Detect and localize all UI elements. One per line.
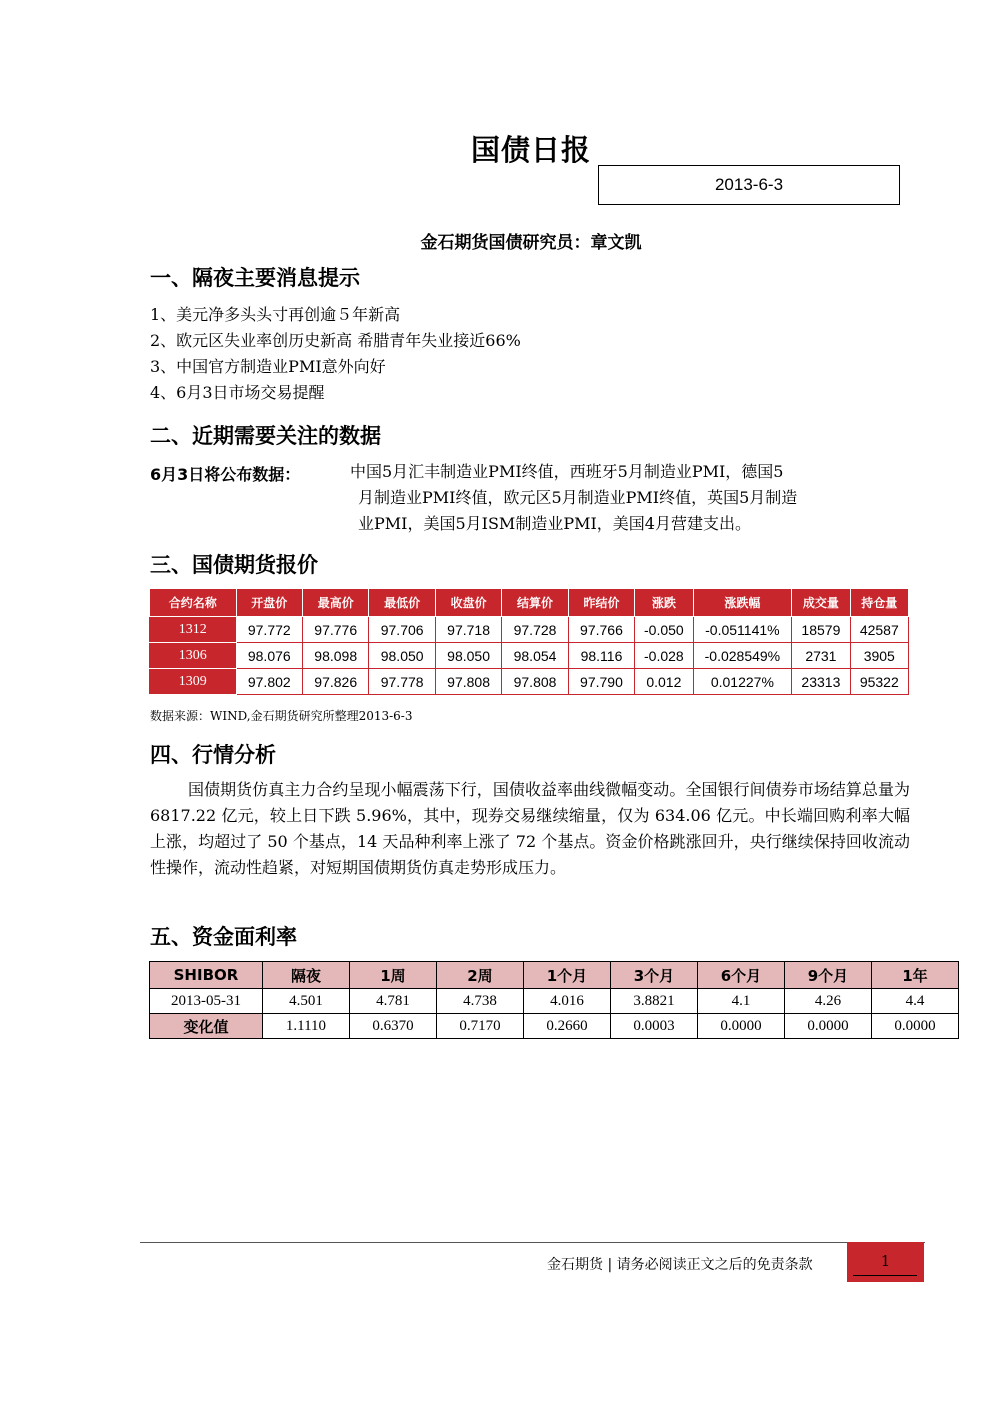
table-cell: 4.501 — [262, 989, 349, 1014]
table-cell: 98.054 — [502, 643, 568, 669]
section-heading-futures: 三、国债期货报价 — [150, 553, 318, 577]
report-author: 金石期货国债研究员：章文凯 — [420, 233, 642, 253]
table-cell: 42587 — [850, 617, 908, 643]
table-cell: 97.718 — [435, 617, 501, 643]
data-release-line: 月制造业PMI终值，欧元区5月制造业PMI终值，英国5月制造 — [358, 488, 798, 507]
page-number: 1 — [880, 1252, 891, 1270]
data-release-line: 中国5月汇丰制造业PMI终值，西班牙5月制造业PMI，德国5 — [350, 462, 784, 481]
column-header: 6个月 — [697, 962, 784, 989]
section-heading-data: 二、近期需要关注的数据 — [150, 424, 381, 448]
column-header: SHIBOR — [150, 962, 263, 989]
data-release-label: 6月3日将公布数据： — [150, 465, 301, 484]
column-header: 最低价 — [369, 589, 435, 617]
column-header: 9个月 — [784, 962, 871, 989]
table-cell: 0.0000 — [697, 1014, 784, 1039]
table-cell: 98.076 — [236, 643, 302, 669]
footer-divider — [140, 1242, 925, 1243]
column-header: 最高价 — [303, 589, 369, 617]
table-cell: 4.26 — [784, 989, 871, 1014]
table-header-row — [150, 962, 959, 989]
date-cell: 2013-05-31 — [150, 989, 263, 1014]
table-cell: 97.790 — [568, 669, 634, 695]
table-cell: 97.776 — [303, 617, 369, 643]
data-source-note: 数据来源：WIND,金石期货研究所整理2013-6-3 — [150, 709, 413, 723]
table-cell: 97.826 — [303, 669, 369, 695]
report-title: 国债日报 — [470, 133, 591, 167]
section-heading-analysis: 四、行情分析 — [150, 743, 276, 767]
table-row — [150, 989, 959, 1014]
table-cell: 0.012 — [635, 669, 693, 695]
table-cell: 98.050 — [435, 643, 501, 669]
column-header: 收盘价 — [435, 589, 501, 617]
table-cell: 4.4 — [871, 989, 958, 1014]
data-release-text — [150, 459, 910, 537]
table-cell: 97.808 — [502, 669, 568, 695]
table-cell: 18579 — [792, 617, 850, 643]
column-header: 1个月 — [523, 962, 610, 989]
table-cell: 0.6370 — [349, 1014, 436, 1039]
table-cell: -0.050 — [635, 617, 693, 643]
table-cell: 98.050 — [369, 643, 435, 669]
table-row — [150, 643, 909, 669]
table-cell: 97.766 — [568, 617, 634, 643]
table-cell: 4.1 — [697, 989, 784, 1014]
table-cell: 23313 — [792, 669, 850, 695]
table-cell: 0.0003 — [610, 1014, 697, 1039]
table-cell: 3.8821 — [610, 989, 697, 1014]
section-heading-news: 一、隔夜主要消息提示 — [150, 266, 360, 290]
column-header: 结算价 — [502, 589, 568, 617]
data-release-line: 业PMI，美国5月ISM制造业PMI，美国4月营建支出。 — [358, 514, 751, 533]
column-header: 2周 — [436, 962, 523, 989]
table-cell: 0.7170 — [436, 1014, 523, 1039]
table-row — [150, 669, 909, 695]
futures-quote-table — [149, 588, 909, 695]
table-cell: 0.01227% — [693, 669, 792, 695]
table-cell: 97.706 — [369, 617, 435, 643]
report-date: 2013-6-3 — [598, 165, 900, 205]
column-header: 1周 — [349, 962, 436, 989]
table-cell: 0.2660 — [523, 1014, 610, 1039]
column-header: 成交量 — [792, 589, 850, 617]
shibor-rate-table — [149, 961, 959, 1039]
table-cell: 0.0000 — [871, 1014, 958, 1039]
section-heading-shibor: 五、资金面利率 — [150, 925, 297, 949]
table-cell: 4.781 — [349, 989, 436, 1014]
table-cell: 97.728 — [502, 617, 568, 643]
table-cell: 2731 — [792, 643, 850, 669]
table-cell: -0.051141% — [693, 617, 792, 643]
footer-disclaimer: 金石期货 | 请务必阅读正文之后的免责条款 — [547, 1257, 813, 1273]
table-cell: 98.098 — [303, 643, 369, 669]
table-cell: 97.778 — [369, 669, 435, 695]
column-header: 昨结价 — [568, 589, 634, 617]
table-cell: 1.1110 — [262, 1014, 349, 1039]
table-cell: 3905 — [850, 643, 908, 669]
page-number-underline — [853, 1275, 917, 1276]
table-cell: 97.808 — [435, 669, 501, 695]
table-cell: -0.028549% — [693, 643, 792, 669]
news-item: 2、欧元区失业率创历史新高 希腊青年失业接近66% — [150, 331, 521, 350]
change-label-cell: 变化值 — [150, 1014, 263, 1039]
column-header: 3个月 — [610, 962, 697, 989]
table-cell: 0.0000 — [784, 1014, 871, 1039]
table-cell: 97.772 — [236, 617, 302, 643]
table-cell: 97.802 — [236, 669, 302, 695]
column-header: 隔夜 — [262, 962, 349, 989]
news-list — [150, 302, 521, 406]
column-header: 合约名称 — [150, 589, 237, 617]
column-header: 1年 — [871, 962, 958, 989]
column-header: 持仓量 — [850, 589, 908, 617]
column-header: 开盘价 — [236, 589, 302, 617]
news-item: 1、美元净多头头寸再创逾５年新高 — [150, 305, 401, 324]
news-item: 4、6月3日市场交易提醒 — [150, 383, 325, 402]
contract-cell: 1306 — [150, 643, 237, 669]
table-cell: 98.116 — [568, 643, 634, 669]
contract-cell: 1312 — [150, 617, 237, 643]
table-cell: 4.016 — [523, 989, 610, 1014]
table-cell: 95322 — [850, 669, 908, 695]
column-header: 涨跌幅 — [693, 589, 792, 617]
column-header: 涨跌 — [635, 589, 693, 617]
table-cell: -0.028 — [635, 643, 693, 669]
table-cell: 4.738 — [436, 989, 523, 1014]
news-item: 3、中国官方制造业PMI意外向好 — [150, 357, 386, 376]
analysis-paragraph: 国债期货仿真主力合约呈现小幅震荡下行，国债收益率曲线微幅变动。全国银行间债券市场结算总量为 6817.22 亿元，较上日下跌 5.96%，其中，现券交易继续缩量，仅为 634.06 亿元。中长端回购利率大幅上涨，均超过了 50 个基点，14 天品种利率上涨了 72 个基点。资金价格跳涨回升，央行继续保持回收流动性操作，流动性趋紧，对短期国债期货仿真走势形成压力。 — [150, 780, 910, 877]
table-row — [150, 617, 909, 643]
table-header-row — [150, 589, 909, 617]
table-row — [150, 1014, 959, 1039]
contract-cell: 1309 — [150, 669, 237, 695]
